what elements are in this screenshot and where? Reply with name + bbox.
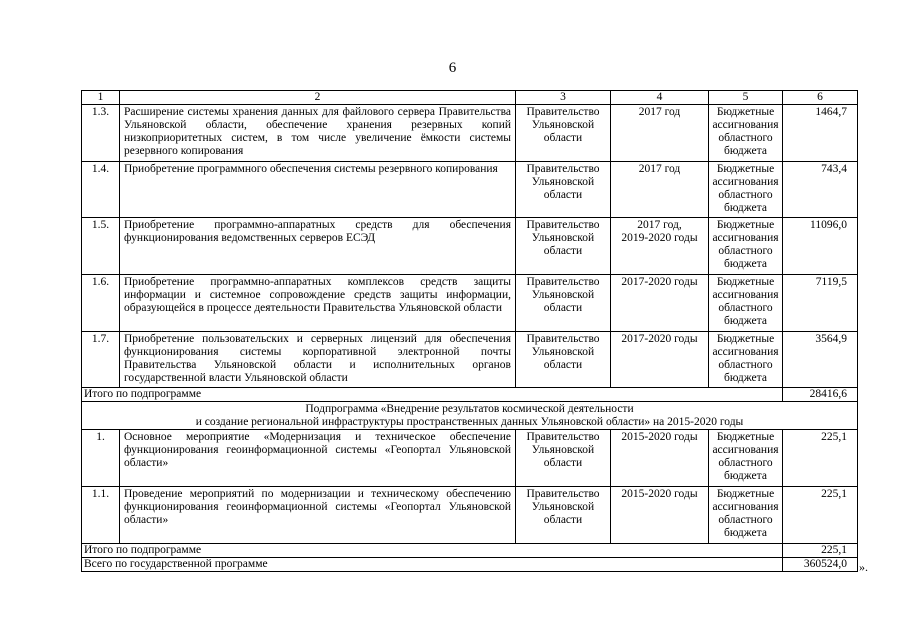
item-description: Приобретение программно-аппаратных средств для обеспечения функционирования ведомственных серверов ЕСЭД <box>120 218 516 275</box>
item-funding-source: Бюджетные ассигнования областного бюджета <box>709 332 783 388</box>
column-number: 2 <box>120 91 516 105</box>
item-period: 2015-2020 годы <box>611 430 709 487</box>
item-executor: Правительство Ульяновской области <box>516 162 611 218</box>
item-amount: 225,1 <box>783 430 858 487</box>
item-description: Приобретение программного обеспечения системы резервного копирования <box>120 162 516 218</box>
item-amount: 1464,7 <box>783 105 858 162</box>
item-funding-source: Бюджетные ассигнования областного бюджета <box>709 162 783 218</box>
table-row <box>82 105 858 162</box>
item-description: Приобретение пользовательских и серверных лицензий для обеспечения функционирования системы корпоративной электронной почты Правительства Ульяновской области и исполнительных органов государственной власти Ульяновской области <box>120 332 516 388</box>
closing-quote-mark: ». <box>859 560 868 574</box>
column-number: 1 <box>82 91 120 105</box>
table-row <box>82 430 858 487</box>
column-number: 5 <box>709 91 783 105</box>
item-period: 2017 год, 2019-2020 годы <box>611 218 709 275</box>
item-period: 2015-2020 годы <box>611 487 709 544</box>
item-number: 1.5. <box>82 218 120 275</box>
item-executor: Правительство Ульяновской области <box>516 430 611 487</box>
item-executor: Правительство Ульяновской области <box>516 105 611 162</box>
subtotal-row <box>82 544 858 558</box>
item-period: 2017-2020 годы <box>611 332 709 388</box>
item-number: 1.3. <box>82 105 120 162</box>
item-amount: 743,4 <box>783 162 858 218</box>
grand-total-label: Всего по государственной программе <box>82 558 783 572</box>
subtotal-row <box>82 388 858 402</box>
item-amount: 3564,9 <box>783 332 858 388</box>
item-number: 1.1. <box>82 487 120 544</box>
item-executor: Правительство Ульяновской области <box>516 487 611 544</box>
item-funding-source: Бюджетные ассигнования областного бюджета <box>709 430 783 487</box>
column-number: 3 <box>516 91 611 105</box>
item-number: 1.4. <box>82 162 120 218</box>
table-row <box>82 487 858 544</box>
item-description: Приобретение программно-аппаратных комплексов средств защиты информации и системное сопровождение средств защиты информации, образующейся в процессе деятельности Правительства Ульяновской области <box>120 275 516 332</box>
column-number-row <box>82 91 858 105</box>
program-table <box>81 90 858 572</box>
item-amount: 11096,0 <box>783 218 858 275</box>
item-executor: Правительство Ульяновской области <box>516 332 611 388</box>
item-funding-source: Бюджетные ассигнования областного бюджета <box>709 218 783 275</box>
subtotal-label: Итого по подпрограмме <box>82 544 783 558</box>
item-amount: 7119,5 <box>783 275 858 332</box>
table-row <box>82 275 858 332</box>
subprogram-heading-row <box>82 402 858 430</box>
item-amount: 225,1 <box>783 487 858 544</box>
item-period: 2017-2020 годы <box>611 275 709 332</box>
subprogram-title <box>82 402 858 430</box>
grand-total-row <box>82 558 858 572</box>
subtotal-amount: 28416,6 <box>783 388 858 402</box>
subprogram-title-line: Подпрограмма «Внедрение результатов космической деятельности <box>305 403 634 415</box>
item-period: 2017 год <box>611 162 709 218</box>
item-description: Проведение мероприятий по модернизации и техническому обеспечению функционирования геоинформационной системы «Геопортал Ульяновской области» <box>120 487 516 544</box>
subprogram-title-line: и создание региональной инфраструктуры пространственных данных Ульяновской области» на 2015-2020 годы <box>195 415 744 428</box>
table-row <box>82 332 858 388</box>
item-number: 1.6. <box>82 275 120 332</box>
table-row <box>82 162 858 218</box>
grand-total-amount: 360524,0 <box>783 558 858 572</box>
item-funding-source: Бюджетные ассигнования областного бюджета <box>709 487 783 544</box>
item-funding-source: Бюджетные ассигнования областного бюджета <box>709 105 783 162</box>
subtotal-label: Итого по подпрограмме <box>82 388 783 402</box>
column-number: 4 <box>611 91 709 105</box>
item-description: Расширение системы хранения данных для файлового сервера Правительства Ульяновской области, обеспечение хранения резервных копий низкоприоритетных систем, в том числе увеличение ёмкости системы резервного копирования <box>120 105 516 162</box>
subtotal-amount: 225,1 <box>783 544 858 558</box>
page-number: 6 <box>448 60 457 76</box>
item-number: 1. <box>82 430 120 487</box>
item-description: Основное мероприятие «Модернизация и техническое обеспечение функционирования геоинформационной системы «Геопортал Ульяновской области» <box>120 430 516 487</box>
item-number: 1.7. <box>82 332 120 388</box>
item-executor: Правительство Ульяновской области <box>516 218 611 275</box>
item-funding-source: Бюджетные ассигнования областного бюджета <box>709 275 783 332</box>
item-period: 2017 год <box>611 105 709 162</box>
item-executor: Правительство Ульяновской области <box>516 275 611 332</box>
table-row <box>82 218 858 275</box>
column-number: 6 <box>783 91 858 105</box>
